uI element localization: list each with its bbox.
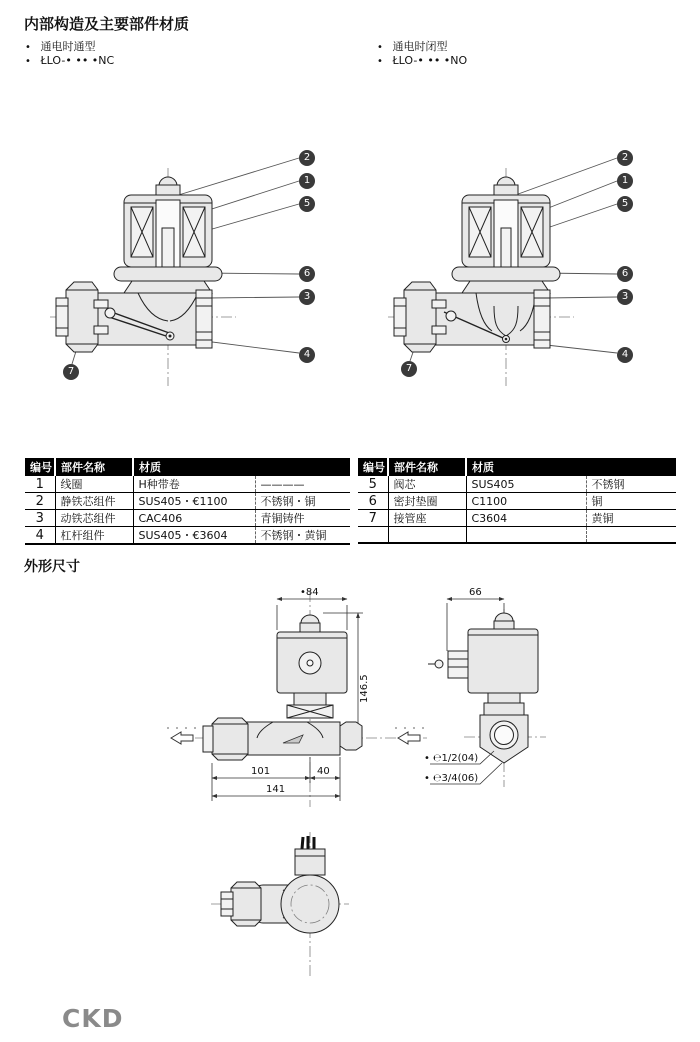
part-name: 阀芯	[388, 476, 466, 493]
part-material: C3604	[466, 510, 586, 527]
callout-1: 1	[299, 173, 315, 189]
table-row	[25, 527, 350, 545]
variant-right-type	[377, 40, 448, 54]
part-name	[388, 527, 466, 544]
table-row	[358, 527, 676, 544]
part-desc: 铜	[586, 493, 676, 510]
part-material: SUS405・€1100	[133, 493, 255, 510]
part-material	[466, 527, 586, 544]
part-material: SUS405・€3604	[133, 527, 255, 545]
callout-2: 2	[299, 150, 315, 166]
outline-section-title: 外形尺寸	[24, 559, 80, 575]
bullet-icon: •	[377, 42, 383, 53]
bullet-icon: •	[25, 42, 31, 53]
callout-2: 2	[617, 150, 633, 166]
port-option-labels	[424, 751, 502, 784]
part-name: 密封垫圈	[388, 493, 466, 510]
port-option-1-label: ℮1/2(04)	[433, 753, 479, 764]
variant-right-model-label: ŁLO-• •• •NO	[392, 54, 468, 67]
col-name: 部件名称	[388, 458, 466, 476]
callout-4: 4	[299, 347, 315, 363]
variant-left-type-label: 通电时通型	[40, 40, 96, 53]
dim-141-label: 141	[266, 784, 286, 795]
col-material: 材质	[466, 458, 676, 476]
part-desc: ————	[255, 476, 350, 493]
parts-table-left	[25, 458, 350, 545]
callout-6: 6	[299, 266, 315, 282]
part-no: 2	[25, 493, 55, 510]
variant-right-model	[377, 54, 467, 68]
part-desc: 不锈钢・黄铜	[255, 527, 350, 545]
part-name: 动铁芯组件	[55, 510, 133, 527]
part-name: 线圈	[55, 476, 133, 493]
callout-4: 4	[617, 347, 633, 363]
outline-top-view	[195, 828, 430, 983]
dim-101-label: 101	[251, 766, 271, 777]
part-material: H种带卷	[133, 476, 255, 493]
part-no: 7	[358, 510, 388, 527]
page-title: 内部构造及主要部件材质	[24, 15, 190, 33]
callout-1: 1	[617, 173, 633, 189]
part-desc: 不锈钢	[586, 476, 676, 493]
part-no: 1	[25, 476, 55, 493]
variant-right-type-label: 通电时闭型	[392, 40, 448, 53]
part-no: 4	[25, 527, 55, 545]
part-no	[358, 527, 388, 544]
callout-7: 7	[63, 364, 79, 380]
parts-table-right	[358, 458, 676, 544]
valve-top	[221, 836, 339, 933]
valve-cross-section-nc	[10, 140, 330, 395]
callout-5: 5	[617, 196, 633, 212]
part-desc: 不锈钢・铜	[255, 493, 350, 510]
table-row	[358, 510, 676, 527]
dim-40-label: 40	[317, 766, 330, 777]
part-no: 5	[358, 476, 388, 493]
part-no: 6	[358, 493, 388, 510]
part-no: 3	[25, 510, 55, 527]
outline-side-view	[420, 585, 690, 805]
callout-7: 7	[401, 361, 417, 377]
valve-body	[56, 267, 222, 352]
callout-5: 5	[299, 196, 315, 212]
col-no: 编号	[358, 458, 388, 476]
table-header-row	[25, 458, 350, 476]
dim-width-label: •84	[300, 587, 319, 598]
ckd-logo: CKD	[62, 1004, 124, 1033]
part-material: SUS405	[466, 476, 586, 493]
callout-3: 3	[617, 289, 633, 305]
variant-left-model-label: ŁLO-• •• •NC	[40, 54, 115, 67]
col-name: 部件名称	[55, 458, 133, 476]
part-desc	[586, 527, 676, 544]
col-no: 编号	[25, 458, 55, 476]
part-name: 杠杆组件	[55, 527, 133, 545]
part-desc: 黄铜	[586, 510, 676, 527]
part-name: 接管座	[388, 510, 466, 527]
outline-front-view	[165, 585, 460, 820]
part-desc: 青铜铸件	[255, 510, 350, 527]
dim-66-label: 66	[469, 587, 482, 598]
table-header-row	[358, 458, 676, 476]
table-row	[25, 510, 350, 527]
bullet-icon: •	[424, 753, 430, 764]
table-row	[358, 493, 676, 510]
col-material: 材质	[133, 458, 350, 476]
bullet-icon: •	[377, 56, 383, 67]
flow-arrow-left-icon	[171, 732, 193, 744]
port-option-2-label: ℮3/4(06)	[433, 773, 479, 784]
variant-left-type	[25, 40, 96, 54]
part-material: CAC406	[133, 510, 255, 527]
part-name: 静铁芯组件	[55, 493, 133, 510]
dim-height-label: 146.5	[359, 674, 370, 703]
flow-arrow-right-icon	[398, 732, 420, 744]
bullet-icon: •	[424, 773, 430, 784]
valve-side	[428, 613, 538, 763]
valve-body	[394, 267, 560, 352]
table-row	[25, 476, 350, 493]
valve-front	[203, 615, 362, 760]
coil-assembly	[124, 177, 212, 277]
table-row	[358, 476, 676, 493]
table-row	[25, 493, 350, 510]
callout-6: 6	[617, 266, 633, 282]
callout-3: 3	[299, 289, 315, 305]
variant-left-model	[25, 54, 114, 68]
part-material: C1100	[466, 493, 586, 510]
bottom-dimensions	[212, 757, 340, 801]
bullet-icon: •	[25, 56, 31, 67]
